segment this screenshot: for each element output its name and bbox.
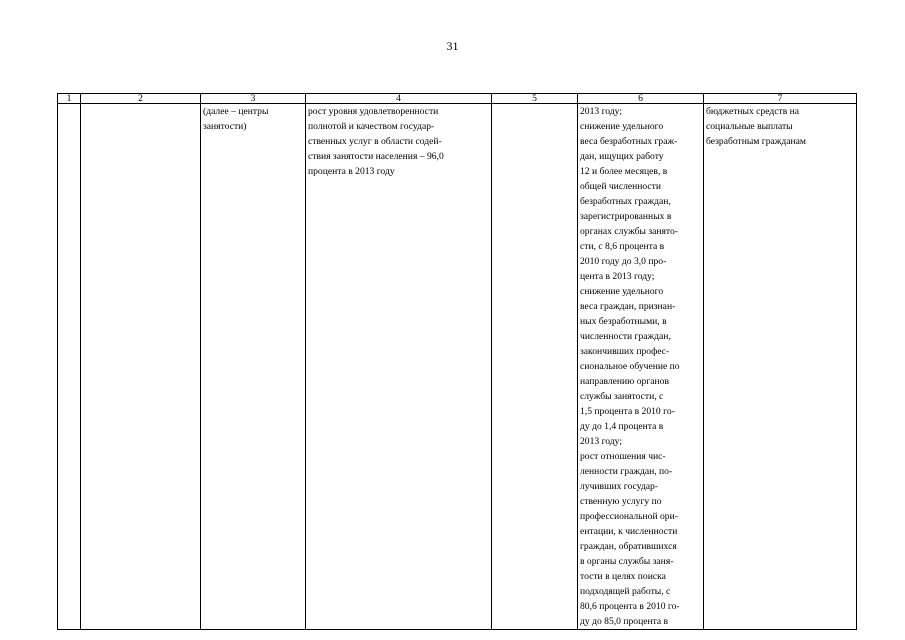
document-table	[57, 93, 857, 630]
cell-col-1	[58, 104, 81, 630]
cell-text-col-7: бюджетных средств на социальные выплаты безработным гражданам	[706, 106, 806, 147]
cell-col-7	[704, 104, 857, 630]
cell-text-col-3: (далее – центры занятости)	[203, 106, 269, 132]
column-header-6: 6	[578, 94, 704, 104]
column-header-4: 4	[306, 94, 492, 104]
cell-col-3	[201, 104, 306, 630]
cell-col-2	[81, 104, 201, 630]
column-header-1: 1	[58, 94, 81, 104]
table-row	[58, 104, 857, 630]
column-header-2: 2	[81, 94, 201, 104]
column-header-5: 5	[492, 94, 578, 104]
cell-text-col-4: рост уровня удовлетворенности полнотой и качеством государ- ственных услуг в области содей- ствия занятости населения – 96,0 процента в 2013 году	[308, 106, 444, 177]
page-number: 31	[446, 39, 459, 53]
cell-col-4	[306, 104, 492, 630]
cell-text-col-6: 2013 году; снижение удельного веса безработных граж- дан, ищущих работу 12 и более месяцев, в общей численности безработных граждан, зарегистрированных в органах службы занято- сти, с 8,6 процента в 2010 году до 3,0 про- цента в 2013 году; снижение удельного веса граждан, признан- ных безработными, в численности граждан, закончивших профес- сиональное обучение по направлению органов службы занятости, с 1,5 процента в 2010 го- ду до 1,4 процента в 2013 году; рост отношения чис- ленности граждан, по- лучивших государ- ственную услугу по профессиональной ори- ентации, к численности граждан, обратившихся в органы службы заня- тости в целях поиска подходящей работы, с 80,6 процента в 2010 го- ду до 85,0 процента в	[580, 106, 680, 627]
column-header-3: 3	[201, 94, 306, 104]
column-header-7: 7	[704, 94, 857, 104]
table-header-row	[58, 94, 857, 104]
cell-col-6	[578, 104, 704, 630]
cell-col-5	[492, 104, 578, 630]
